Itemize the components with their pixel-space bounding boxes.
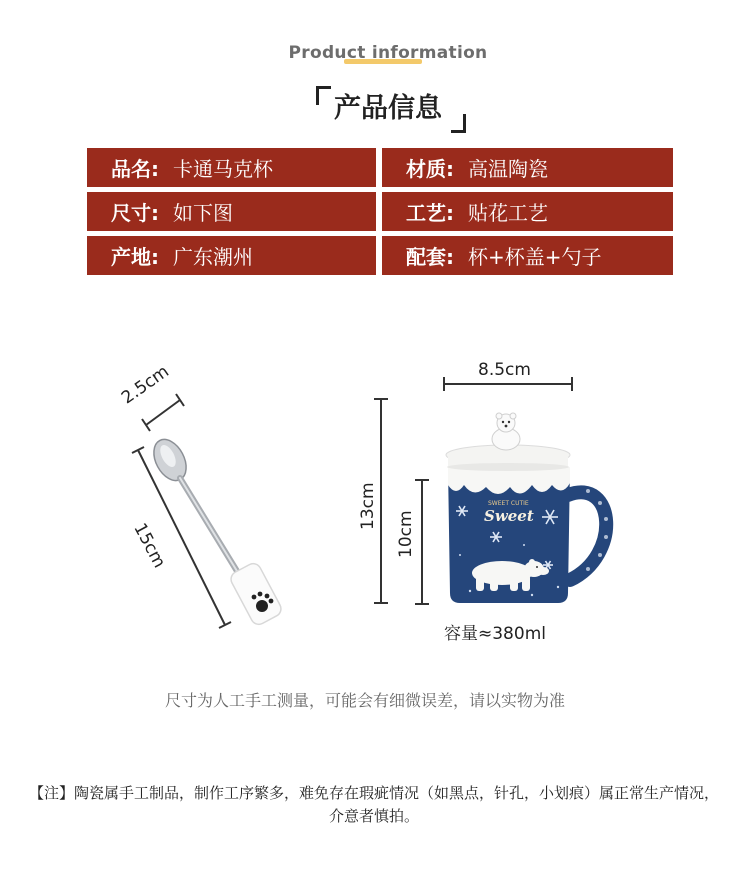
mug-body-height-line [421, 479, 423, 605]
spoon-illustration [110, 380, 310, 640]
product-info-title-cn: 产品信息 [334, 93, 442, 124]
dimension-tick [443, 377, 445, 391]
mug-total-height-line [380, 398, 382, 604]
measurement-note: 尺寸为人工手工测量，可能会有细微误差，请以实物为准 [164, 691, 565, 710]
info-key: 尺寸: [111, 201, 159, 225]
info-key: 工艺: [406, 201, 454, 225]
title-bracket-right [451, 114, 466, 133]
mug-total-height-label: 13cm [358, 482, 378, 530]
mug-capacity-label: 容量≈380ml [444, 624, 546, 644]
dimension-tick [571, 377, 573, 391]
info-key: 材质: [406, 157, 454, 181]
info-value: 卡通马克杯 [173, 157, 273, 181]
spoon-width-label: 2.5cm [118, 361, 173, 409]
info-cell-size [87, 192, 376, 231]
mug-body-height-label: 10cm [396, 510, 416, 558]
info-value: 杯+杯盖+勺子 [468, 245, 602, 269]
info-value: 高温陶瓷 [468, 157, 548, 181]
dimension-tick [415, 603, 429, 605]
info-cell-origin [87, 236, 376, 275]
mug-diameter-label: 8.5cm [478, 360, 531, 380]
info-key: 品名: [111, 157, 159, 181]
mug-diameter-line [443, 383, 573, 385]
mug-print-small: SWEET CUTIE [488, 500, 529, 507]
dimension-tick [374, 398, 388, 400]
info-cell-name [87, 148, 376, 187]
disclaimer-note: 【注】陶瓷属手工制品，制作工序繁多，难免存在瑕疵情况（如黑点，针孔，小划痕）属正常生产情况，介意者慎拍。 [28, 784, 719, 825]
mug-illustration [440, 405, 625, 610]
info-key: 配套: [406, 245, 454, 269]
dimension-tick [374, 602, 388, 604]
spoon-length-label: 15cm [129, 520, 170, 572]
dimension-tick [415, 479, 429, 481]
info-value: 广东潮州 [173, 245, 253, 269]
info-cell-accessories [382, 236, 673, 275]
info-value: 如下图 [173, 201, 233, 225]
info-cell-craft [382, 192, 673, 231]
info-cell-material [382, 148, 673, 187]
product-info-title-en: Product information [288, 43, 488, 63]
info-value: 贴花工艺 [468, 201, 548, 225]
mug-print-big: Sweet [484, 507, 534, 525]
info-key: 产地: [111, 245, 159, 269]
